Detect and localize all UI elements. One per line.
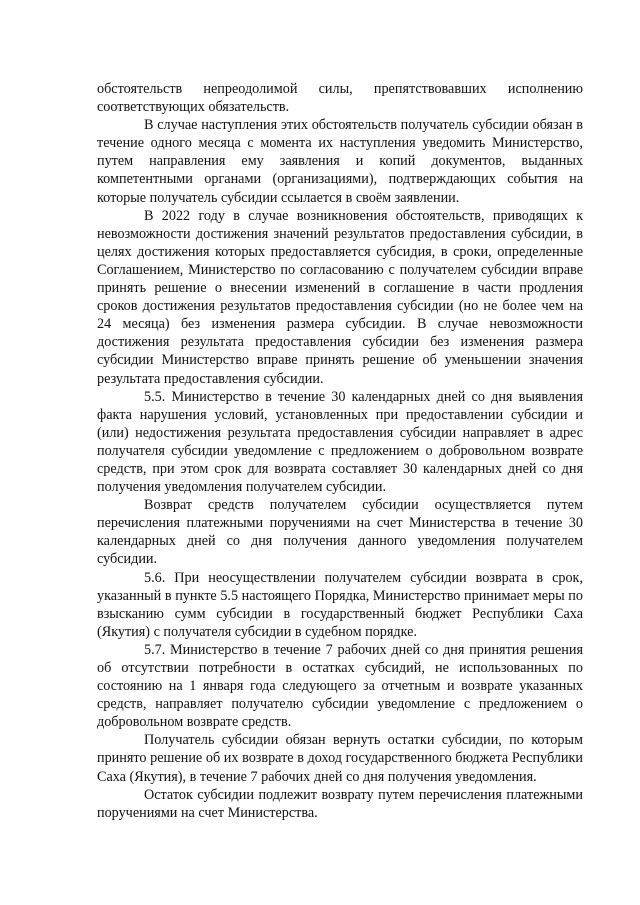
- paragraph-remainder-return: Получатель субсидии обязан вернуть остатки субсидии, по которым принято решение об их возврате в доход государственного бюджета Республики Саха (Якутия), в течение 7 рабочих дней со дня получения уведомления.: [97, 732, 583, 785]
- paragraph-continuation: обстоятельств непреодолимой силы, препятствовавших исполнению соответствующих обязательств.: [97, 81, 583, 116]
- paragraph-notification-duty: В случае наступления этих обстоятельств получатель субсидии обязан в течение одного месяца с момента их наступления уведомить Министерство, путем направления ему заявления и копий документов, выданных компетентными органами (организациями), подтверждающих события на которые получатель субсидии ссылается в своём заявлении.: [97, 117, 583, 206]
- document-page: [97, 80, 583, 822]
- paragraph-5-7: 5.7. Министерство в течение 7 рабочих дней со дня принятия решения об отсутствии потребности в остатках субсидий, не использованных по состоянию на 1 января года следующего за отчетным и возврате указанных средств, направляет получателю субсидии уведомление с предложением о добровольном возврате средств.: [97, 641, 583, 731]
- paragraph-remainder-transfer: Остаток субсидии подлежит возврату путем перечисления платежными поручениями на счет Министерства.: [97, 786, 583, 821]
- paragraph-5-6: 5.6. При неосуществлении получателем субсидии возврата в срок, указанный в пункте 5.5 настоящего Порядка, Министерство принимает меры по взысканию сумм субсидии в государственный бюджет Республики Саха (Якутия) с получателя субсидии в судебном порядке.: [97, 569, 583, 640]
- paragraph-refund-procedure: Возврат средств получателем субсидии осуществляется путем перечисления платежными поручениями на счет Министерства в течение 30 календарных дней со дня получения данного уведомления получателем субсидии.: [97, 497, 583, 568]
- paragraph-2022-exception: В 2022 году в случае возникновения обстоятельств, приводящих к невозможности достижения значений результатов предоставления субсидии, в целях достижения которых предоставляется субсидия, в сроки, определенные Соглашением, Министерство по согласованию с получателем субсидии вправе принять решение о внесении изменений в соглашение в части продления сроков достижения результатов предоставления субсидии (но не более чем на 24 месяца) без изменения размера субсидии. В случае невозможности достижения результата предоставления субсидии без изменения размера субсидии Министерство вправе принять решение об уменьшении значения результата предоставления субсидии.: [97, 207, 583, 387]
- paragraph-5-5: 5.5. Министерство в течение 30 календарных дней со дня выявления факта нарушения условий, установленных при предоставлении субсидии и (или) недостижения результата предоставления субсидии направляет в адрес получателя субсидии уведомление с предложением о добровольном возврате средств, при этом срок для возврата составляет 30 календарных дней со дня получения уведомления получателем субсидии.: [97, 388, 583, 496]
